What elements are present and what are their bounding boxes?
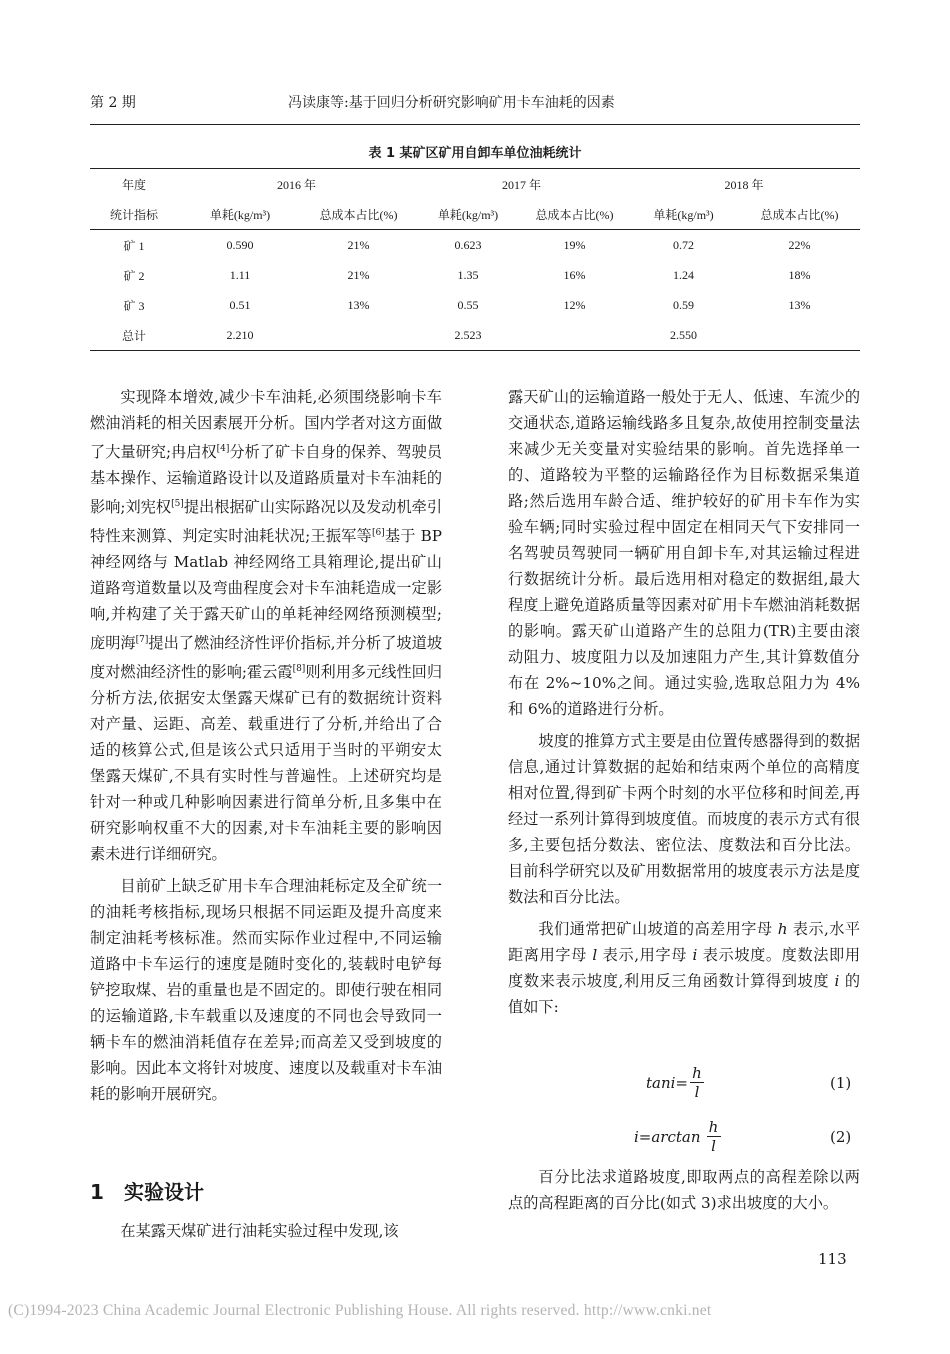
cell: 22% (788, 237, 811, 252)
symbol-i: i (692, 946, 698, 964)
denominator: l (694, 1083, 700, 1101)
section-title: 实验设计 (124, 1180, 204, 1204)
running-title: 冯读康等:基于回归分析研究影响矿用卡车油耗的因素 (288, 95, 615, 111)
equation-2 (634, 1118, 721, 1155)
text: 表示坡度。度数法即用度数来表示坡度,利用反三角函数计算得到坡度 (508, 946, 861, 990)
equation-lhs: tani= (646, 1073, 688, 1092)
text: 的值如下: (508, 972, 861, 1016)
cell: 0.59 (673, 297, 694, 312)
unit-header: 单耗(kg/m³) (415, 199, 521, 230)
paragraph (508, 916, 860, 1020)
year-2017: 2017 年 (415, 169, 628, 200)
fuel-consumption-table (90, 168, 860, 351)
citation[interactable]: [4] (216, 444, 230, 454)
table-header-metric-row (90, 199, 860, 230)
equation-1 (646, 1064, 704, 1101)
table-total-row (90, 320, 860, 351)
row-name: 矿 3 (123, 298, 145, 313)
left-column-tail (90, 1218, 442, 1244)
text: 表示,用字母 (597, 946, 693, 964)
cell: 0.51 (229, 297, 251, 312)
equation-lhs: i=arctan (634, 1127, 701, 1146)
paragraph: 目前矿上缺乏矿用卡车合理油耗标定及全矿统一的油耗考核指标,现场只根据不同运距及提升高度来制定油耗考核标准。然而实际作业过程中,不同运输道路中卡车运行的速度是随时变化的,装载时电铲每铲挖取煤、岩的重量也是不固定的。即使行驶在相同的运输道路,卡车载重以及速度的不同也会导致同一辆卡车的燃油消耗值存在差异;而高差又受到坡度的影响。因此本文将针对坡度、速度以及载重对卡车油耗的影响开展研究。 (90, 877, 442, 1104)
cell: 18% (788, 267, 811, 282)
cell: 2.523 (415, 320, 521, 351)
year-2018: 2018 年 (628, 169, 860, 200)
table-row (90, 230, 860, 261)
cell: 0.72 (673, 237, 694, 252)
text: 则利用多元线性回归分析方法,依据安太堡露天煤矿已有的数据统计资料对产量、运距、高差、载重进行了分析,并给出了合适的核算公式,但是该公式只适用于当时的平朔安太堡露天煤矿,不具有实时性与普遍性。上述研究均是针对一种或几种影响因素进行简单分析,且多集中在研究影响权重不大的因素,对卡车油耗主要的影响因素未进行详细研究。 (90, 663, 442, 864)
numerator: h (708, 1118, 719, 1136)
cell: 13% (788, 297, 811, 312)
numerator: h (692, 1064, 702, 1082)
cell: 1.24 (673, 267, 694, 282)
symbol-h: h (777, 920, 788, 938)
paragraph: 坡度的推算方式主要是由位置传感器得到的数据信息,通过计算数据的起始和结束两个单位的高精度相对位置,得到矿卡两个时刻的水平位移和时间差,再经过一系列计算得到坡度值。而坡度的表示方式有很多,主要包括分数法、密位法、度数法和百分比法。目前科学研究以及矿用数据常用的坡度表示方法是度数法和百分比法。 (508, 732, 860, 906)
cell: 12% (563, 297, 586, 312)
cell: 21% (347, 267, 370, 282)
citation[interactable]: [7] (135, 635, 149, 646)
cell: 2.210 (178, 320, 302, 351)
cell: 0.55 (457, 297, 479, 312)
right-column-tail (508, 1164, 860, 1216)
text: 提出了燃油经济性评价指标,并分析了坡道坡度对燃油经济性的影响;霍云霞 (90, 634, 443, 682)
issue-number: 第 2 期 (90, 95, 136, 111)
unit-header: 单耗(kg/m³) (178, 199, 302, 230)
equation-number: (1) (830, 1074, 852, 1092)
table-caption: 表 1 某矿区矿用自卸车单位油耗统计 (368, 146, 582, 161)
section-heading (90, 1176, 204, 1205)
table-row (90, 290, 860, 320)
citation[interactable]: [5] (171, 499, 184, 510)
cell: 13% (347, 297, 370, 312)
page-number: 113 (818, 1250, 847, 1268)
cell (302, 320, 415, 351)
right-column (508, 384, 860, 1020)
text: 我们通常把矿山坡道的高差用字母 (538, 920, 778, 938)
paragraph (90, 384, 442, 867)
row-name: 总计 (90, 320, 178, 351)
text: 基于 BP 神经网络与 Matlab 神经网络工具箱理论,提出矿山道路弯道数量以及弯曲程度会对卡车油耗造成一定影响,并构建了关于露天矿山的单耗神经网络预测模型;庞明海 (90, 527, 442, 653)
left-column (90, 384, 442, 1107)
year-2016: 2016 年 (178, 169, 415, 200)
text: 提出根据矿山实际路况以及发动机牵引特性来测算、判定实时油耗状况;王振军等 (90, 498, 442, 546)
copyright-footer: (C)1994-2023 China Academic Journal Electronic Publishing House. All rights reserved. http://www.cnki.net (8, 1302, 712, 1319)
paragraph: 露天矿山的运输道路一般处于无人、低速、车流少的交通状态,道路运输线路多且复杂,故使用控制变量法来减少无关变量对实验结果的影响。首先选择单一的、道路较为平整的运输路径作为目标数据采集道路;然后选用车龄合适、维护较好的矿用卡车作为实验车辆;同时实验过程中固定在相同天气下安排同一名驾驶员驾驶同一辆矿用自卸卡车,对其运输过程进行数据统计分析。最后选用相对稳定的数据组,最大程度上避免道路质量等因素对矿用卡车燃油消耗数据的影响。露天矿山道路产生的总阻力(TR)主要由滚动阻力、坡度阻力以及加速阻力产生,其计算数值分布在 2%~10%之间。通过实验,选取总阻力为 4%和 6%的道路进行分析。 (508, 388, 860, 718)
share-header: 总成本占比(%) (739, 199, 860, 230)
table-header-year-row (90, 169, 860, 200)
text: 表示,水平距离用字母 (508, 920, 861, 964)
cell: 1.35 (457, 267, 479, 282)
cell: 16% (563, 267, 586, 282)
cell: 19% (563, 237, 586, 252)
share-header: 总成本占比(%) (521, 199, 628, 230)
metric-label: 统计指标 (90, 199, 178, 230)
table-row (90, 260, 860, 290)
citation[interactable]: [8] (292, 664, 306, 675)
year-label: 年度 (90, 169, 178, 200)
share-header: 总成本占比(%) (302, 199, 415, 230)
cell: 0.623 (454, 237, 482, 252)
fraction (707, 1118, 721, 1155)
cell: 21% (347, 237, 370, 252)
paragraph: 百分比法求道路坡度,即取两点的高程差除以两点的高程距离的百分比(如式 3)求出坡度的大小。 (508, 1168, 860, 1212)
paragraph: 在某露天煤矿进行油耗实验过程中发现,该 (120, 1222, 399, 1240)
cell: 0.590 (226, 237, 254, 252)
cell: 2.550 (628, 320, 739, 351)
denominator: l (711, 1137, 716, 1155)
text: 分析了矿卡自身的保养、驾驶员基本操作、运输道路设计以及道路质量对卡车油耗的影响;刘宪权 (90, 443, 442, 517)
cell (521, 320, 628, 351)
fraction (690, 1064, 704, 1101)
symbol-l: l (592, 946, 598, 964)
section-number: 1 (90, 1180, 104, 1204)
equation-number: (2) (830, 1128, 852, 1146)
header-rule (90, 124, 860, 125)
text: 实现降本增效,减少卡车油耗,必须围绕影响卡车燃油消耗的相关因素展开分析。国内学者对这方面做了大量研究;冉启权 (90, 388, 442, 462)
row-name: 矿 2 (123, 268, 145, 283)
row-name: 矿 1 (123, 238, 145, 253)
cell (739, 320, 860, 351)
symbol-i: i (834, 972, 840, 990)
cell: 1.11 (229, 267, 251, 282)
unit-header: 单耗(kg/m³) (628, 199, 739, 230)
citation[interactable]: [6] (371, 528, 385, 539)
